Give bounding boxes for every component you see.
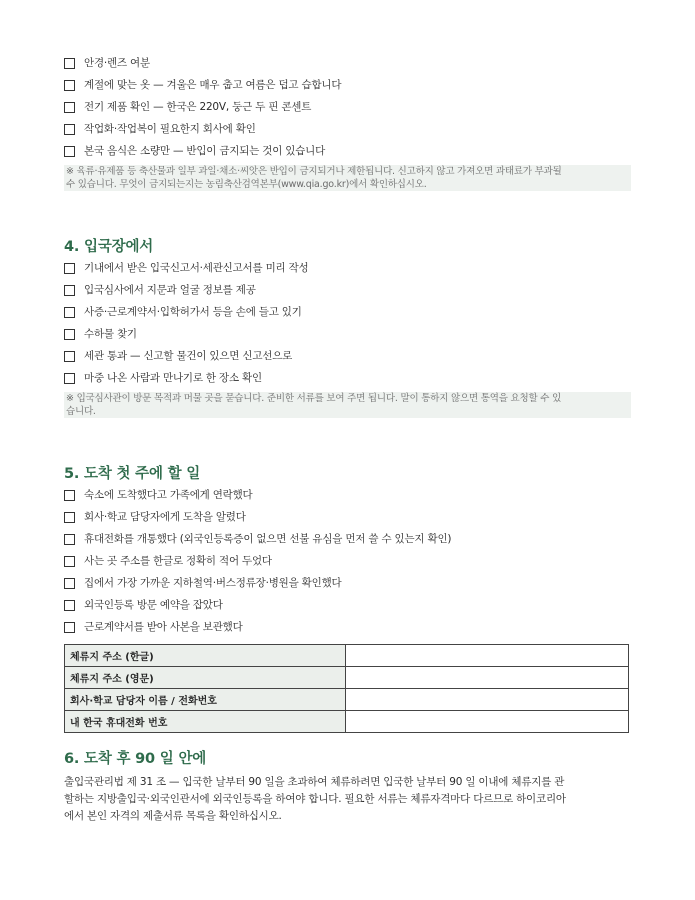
checklist-item[interactable]: 마중 나온 사람과 만나기로 한 장소 확인 [64, 371, 631, 393]
checkbox[interactable] [64, 80, 75, 91]
checklist-item[interactable]: 전기 제품 확인 — 한국은 220V, 둥근 두 핀 콘센트 [64, 100, 631, 122]
table-row [65, 689, 629, 711]
checkbox[interactable] [64, 534, 75, 545]
checklist-item[interactable]: 집에서 가장 가까운 지하철역·버스정류장·병원을 확인했다 [64, 576, 631, 598]
checklist-item[interactable]: 사증·근로계약서·입학허가서 등을 손에 들고 있기 [64, 305, 631, 327]
checklist-item[interactable]: 안경·렌즈 여분 [64, 56, 631, 78]
checkbox[interactable] [64, 263, 75, 274]
checklist-item[interactable]: 회사·학교 담당자에게 도착을 알렸다 [64, 510, 631, 532]
checkbox[interactable] [64, 285, 75, 296]
table-row [65, 645, 629, 667]
checklist-item[interactable]: 세관 통과 — 신고할 물건이 있으면 신고선으로 [64, 349, 631, 371]
checkbox[interactable] [64, 146, 75, 157]
checklist-item[interactable]: 사는 곳 주소를 한글로 정확히 적어 두었다 [64, 554, 631, 576]
checklist-item[interactable]: 작업화·작업복이 필요한지 회사에 확인 [64, 122, 631, 144]
checklist-section-4 [64, 235, 631, 418]
checkbox[interactable] [64, 600, 75, 611]
checkbox[interactable] [64, 556, 75, 567]
checkbox[interactable] [64, 102, 75, 113]
registration-paragraph: 출입국관리법 제 31 조 — 입국한 날부터 90 일을 초과하여 체류하려면 입국한 날부터 90 일 이내에 체류지를 관 할하는 지방출입국·외국인관서에 외국인등록을 하여야 합니다. 필요한 서류는 체류자격마다 다르므로 하이코리아 에서 본인 자격의 제출서류 목록을 확인하십시오. [64, 776, 566, 822]
checkbox[interactable] [64, 307, 75, 318]
document-page [64, 56, 631, 825]
section-title: 5. 도착 첫 주에 할 일 [64, 466, 201, 482]
immigration-note: ※ 입국심사관이 방문 목적과 머물 곳을 묻습니다. 준비한 서류를 보여 주면 됩니다. 말이 통하지 않으면 통역을 요청할 수 있 습니다. [64, 392, 631, 418]
address-table [64, 644, 629, 733]
checklist-section-5 [64, 462, 631, 733]
checklist-section-3 [64, 56, 631, 191]
section-6 [64, 747, 631, 825]
row-label: 체류지 주소 (영문) [65, 667, 346, 689]
checklist-item[interactable]: 본국 음식은 소량만 — 반입이 금지되는 것이 있습니다 [64, 144, 631, 166]
checklist-item[interactable]: 수하물 찾기 [64, 327, 631, 349]
checklist-item[interactable]: 기내에서 받은 입국신고서·세관신고서를 미리 작성 [64, 261, 631, 283]
section-title: 6. 도착 후 90 일 안에 [64, 751, 207, 767]
food-import-note: ※ 육류·유제품 등 축산물과 일부 과일·채소·씨앗은 반입이 금지되거나 제한됩니다. 신고하지 않고 가져오면 과태료가 부과될 수 있습니다. 무엇이 금지되는지는 농림축산검역본부(www.qia.go.kr)에서 확인하십시오. [64, 165, 631, 191]
checkbox[interactable] [64, 512, 75, 523]
checkbox[interactable] [64, 58, 75, 69]
checkbox[interactable] [64, 373, 75, 384]
row-input-cell[interactable] [346, 689, 629, 711]
checkbox[interactable] [64, 578, 75, 589]
section-title: 4. 입국장에서 [64, 239, 154, 255]
checklist-item[interactable]: 입국심사에서 지문과 얼굴 정보를 제공 [64, 283, 631, 305]
checklist-item[interactable]: 근로계약서를 받아 사본을 보관했다 [64, 620, 631, 642]
checkbox[interactable] [64, 351, 75, 362]
checklist-item[interactable]: 계절에 맞는 옷 — 겨울은 매우 춥고 여름은 덥고 습합니다 [64, 78, 631, 100]
table-row [65, 667, 629, 689]
checklist-item[interactable]: 외국인등록 방문 예약을 잡았다 [64, 598, 631, 620]
row-input-cell[interactable] [346, 645, 629, 667]
checklist-item[interactable]: 숙소에 도착했다고 가족에게 연락했다 [64, 488, 631, 510]
row-label: 내 한국 휴대전화 번호 [65, 711, 346, 733]
checkbox[interactable] [64, 490, 75, 501]
checkbox[interactable] [64, 124, 75, 135]
table-row [65, 711, 629, 733]
checkbox[interactable] [64, 622, 75, 633]
row-label: 체류지 주소 (한글) [65, 645, 346, 667]
row-label: 회사·학교 담당자 이름 / 전화번호 [65, 689, 346, 711]
row-input-cell[interactable] [346, 667, 629, 689]
checkbox[interactable] [64, 329, 75, 340]
checklist-item[interactable]: 휴대전화를 개통했다 (외국인등록증이 없으면 선불 유심을 먼저 쓸 수 있는지 확인) [64, 532, 631, 554]
row-input-cell[interactable] [346, 711, 629, 733]
